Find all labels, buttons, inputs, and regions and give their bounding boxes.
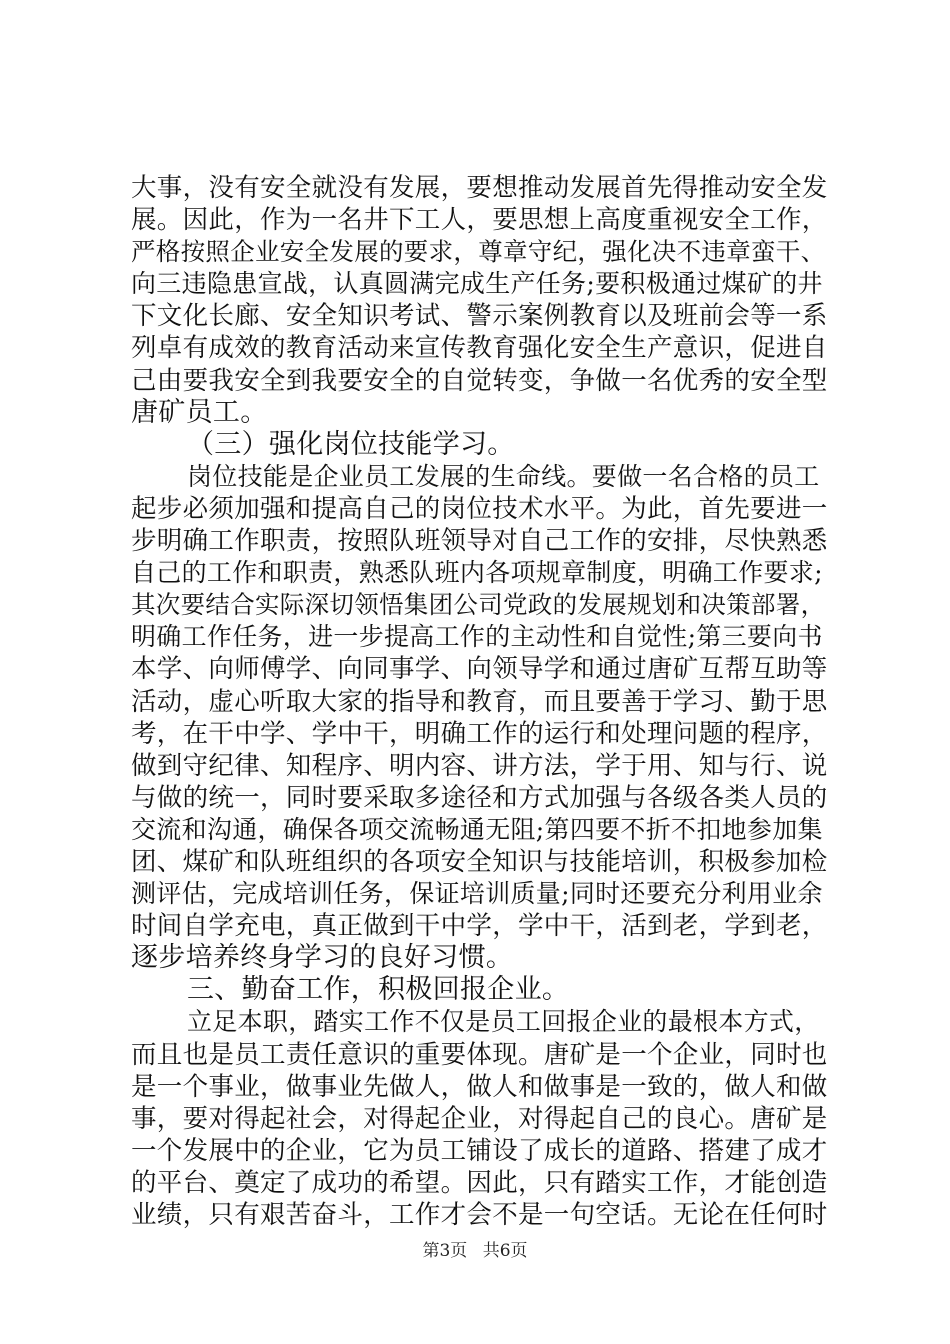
text-line: 团、煤矿和队班组织的各项安全知识与技能培训，积极参加检 [131,846,828,877]
text-line: 做到守纪律、知程序、明内容、讲方法，学于用、知与行、说 [131,750,828,781]
text-line: 事，要对得起社会，对得起企业，对得起自己的良心。唐矿是 [131,1103,828,1134]
text-line: 列卓有成效的教育活动来宣传教育强化安全生产意识，促进自 [131,333,828,364]
text-line: 时间自学充电，真正做到干中学，学中干，活到老，学到老， [131,911,828,942]
text-line: 本学、向师傅学、向同事学、向领导学和通过唐矿互帮互助等 [131,654,828,685]
text-line: 岗位技能是企业员工发展的生命线。要做一名合格的员工 [187,461,820,491]
text-line: 三、勤奋工作，积极回报企业。 [187,974,570,1006]
text-line: 而且也是员工责任意识的重要体现。唐矿是一个企业，同时也 [131,1039,828,1070]
text-line: 向三违隐患宣战，认真圆满完成生产任务;要积极通过煤矿的井 [131,269,823,299]
text-line: 交流和沟通，确保各项交流畅通无阻;第四要不折不扣地参加集 [131,814,823,844]
text-line: 测评估，完成培训任务，保证培训质量;同时还要充分利用业余 [131,879,823,909]
text-line: 下文化长廊、安全知识考试、警示案例教育以及班前会等一系 [131,301,828,332]
text-line: 其次要结合实际深切领悟集团公司党政的发展规划和决策部署， [131,590,826,620]
text-line: 大事，没有安全就没有发展，要想推动发展首先得推动安全发 [131,173,828,203]
text-line: 是一个事业，做事业先做人，做人和做事是一致的，做人和做 [131,1071,828,1102]
text-line: 明确工作任务，进一步提高工作的主动性和自觉性;第三要向书 [131,622,823,652]
text-line: 立足本职，踏实工作不仅是员工回报企业的最根本方式， [187,1007,820,1037]
text-line: 严格按照企业安全发展的要求，尊章守纪，强化决不违章蛮干、 [131,237,826,267]
text-line: 己由要我安全到我要安全的自觉转变，争做一名优秀的安全型 [131,365,828,396]
text-line: 步明确工作职责，按照队班领导对自己工作的安排，尽快熟悉 [131,526,828,557]
text-line: 与做的统一，同时要采取多途径和方式加强与各级各类人员的 [131,782,828,813]
page-total: 共6页 [482,1241,528,1261]
page-footer [0,1240,950,1262]
text-line: 业绩，只有艰苦奋斗，工作才会不是一句空话。无论在任何时 [131,1200,828,1230]
text-line: 唐矿员工。 [131,396,268,428]
text-line: 一个发展中的企业，它为员工铺设了成长的道路、搭建了成才 [131,1135,828,1166]
text-line: 起步必须加强和提高自己的岗位技术水平。为此，首先要进一 [131,493,828,524]
text-line: 逐步培养终身学习的良好习惯。 [131,942,514,974]
text-line: 展。因此，作为一名井下工人，要思想上高度重视安全工作， [131,205,828,236]
text-line: 的平台、奠定了成功的希望。因此，只有踏实工作，才能创造 [131,1167,828,1198]
page-number: 第3页 [422,1241,468,1261]
text-line: 考，在干中学、学中干，明确工作的运行和处理问题的程序， [131,718,828,749]
text-line: 自己的工作和职责，熟悉队班内各项规章制度，明确工作要求; [131,558,823,588]
text-line: 活动，虚心听取大家的指导和教育，而且要善于学习、勤于思 [131,686,828,717]
text-line: （三）强化岗位技能学习。 [187,428,515,460]
body-text [131,172,831,1231]
